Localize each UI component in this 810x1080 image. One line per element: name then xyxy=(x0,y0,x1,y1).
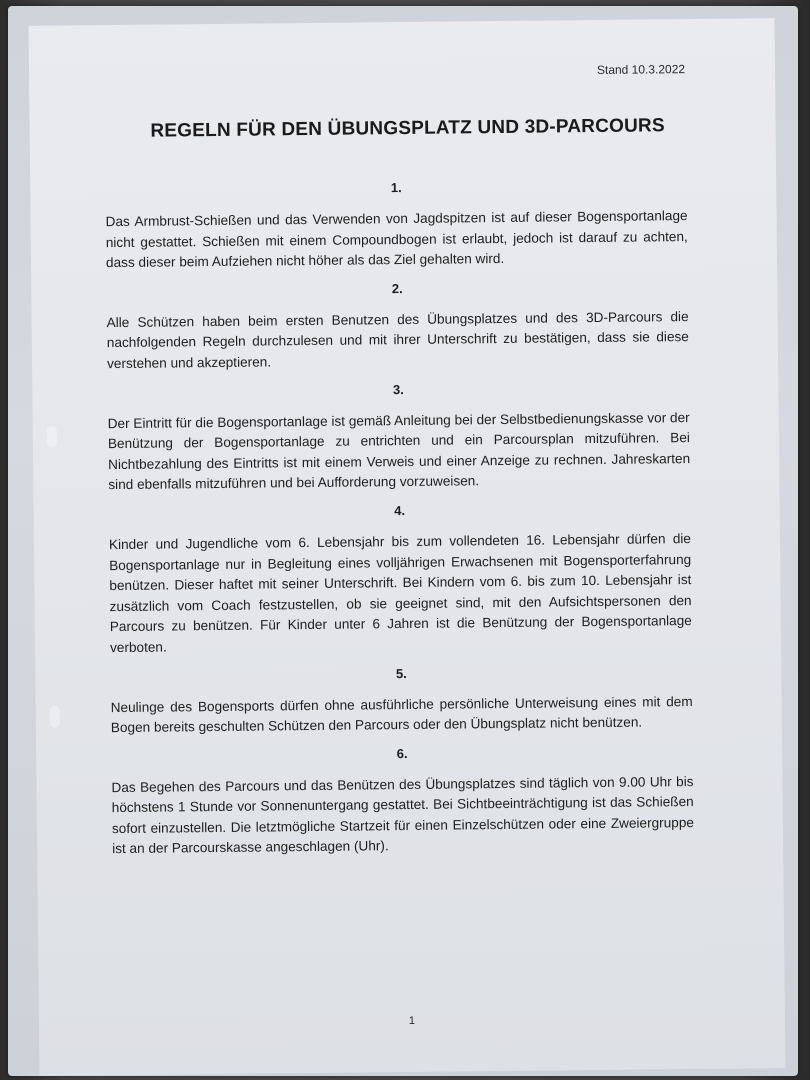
rule-number: 1. xyxy=(390,180,402,196)
rule-number: 3. xyxy=(392,381,404,397)
rule-text: Neulinge des Bogensports dürfen ohne ausführliche persönliche Unterweisung eines mit dem Bogen bereits geschulten Schützen den Parcours oder den Übungsplatz nicht benützen. xyxy=(110,693,693,736)
document-page xyxy=(29,18,786,1076)
rule-1 xyxy=(105,177,688,274)
date-stamp: Stand 10.3.2022 xyxy=(596,62,686,77)
rule-number: 4. xyxy=(394,502,406,519)
punch-hole xyxy=(50,706,60,728)
rule-number: 5. xyxy=(395,665,407,681)
rule-text: Das Armbrust-Schießen und das Verwenden von Jagdspitzen ist auf dieser Bogensportanlage nicht gestattet. Schießen mit einem Compoundbogen ist erlaubt, jedoch ist darauf zu achten, dass dieser beim Aufziehen nicht höher als das Ziel gehalten wird. xyxy=(105,208,688,271)
rules-list xyxy=(105,177,694,870)
punch-hole xyxy=(47,426,57,448)
rule-number: 6. xyxy=(396,745,408,761)
rule-text: Kinder und Jugendliche vom 6. Lebensjahr bis zum vollendeten 16. Lebensjahr dürfen die Bogensportanlage nur in Begleitung eines volljährigen Erwachsenen mit Bogensporterfahrung benützen. Dieser haftet mit seiner Unterschrift. Bei Kindern vom 6. bis zum 10. Lebensjahr ist zusätzlich vom Coach festzustellen, ob sie geeignet sind, mit den Aufsichtspersonen den Parcours zu benützen. Für Kinder unter 6 Jahren ist die Benützung der Bogensportanlage verboten. xyxy=(108,530,692,656)
rule-number: 2. xyxy=(391,280,403,296)
rule-text: Das Begehen des Parcours und das Benützen des Übungsplatzes sind täglich von 9.00 Uhr bis höchstens 1 Stunde vor Sonnenuntergang gestattet. Bei Sichtbeeinträchtigung ist das Schießen sofort einzustellen. Die letztmögliche Startzeit für einen Einzelschützen oder eine Zweiergruppe ist an der Parcourskasse angeschlagen (Uhr). xyxy=(111,773,694,857)
rule-3 xyxy=(107,379,690,496)
page-title: REGELN FÜR DEN ÜBUNGSPLATZ UND 3D-PARCOURS xyxy=(150,115,665,142)
rule-text: Der Eintritt für die Bogensportanlage ist gemäß Anleitung bei der Selbstbedienungskasse vor der Benützung der Bogensportanlage zu entrichten und ein Parcoursplan mitzuführen. Bei Nichtbezahlung des Eintritts ist mit einem Verweis und einer Anzeige zu rechnen. Jahreskarten sind ebenfalls mitzuführen und bei Aufforderung vorzuweisen. xyxy=(107,409,691,493)
rule-4 xyxy=(109,500,693,659)
rule-6 xyxy=(111,743,694,860)
rule-text: Alle Schützen haben beim ersten Benutzen des Übungsplatzes und des 3D-Parcours die nachfolgenden Regeln durchzulesen und mit ihrer Unterschrift zu bestätigen, dass sie diese verstehen und akzeptieren. xyxy=(106,308,689,372)
rule-5 xyxy=(110,663,693,739)
rule-2 xyxy=(106,278,689,375)
page-number: 1 xyxy=(408,1014,416,1028)
